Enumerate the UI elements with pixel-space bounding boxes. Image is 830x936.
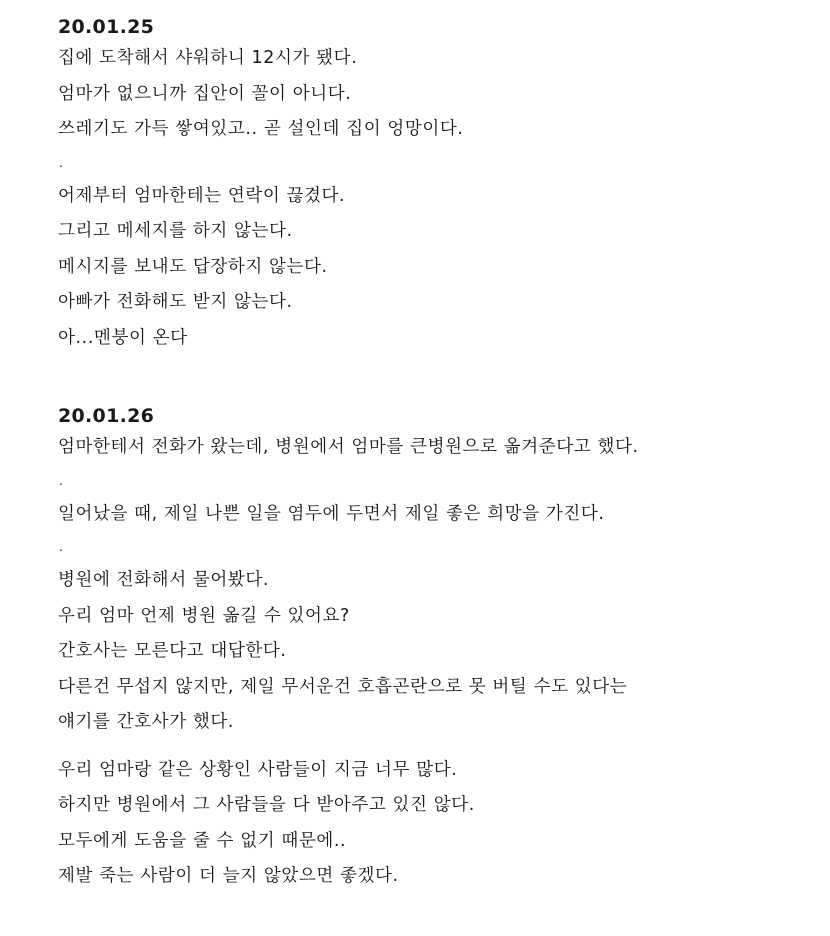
entry-line: 어제부터 엄마한테는 연락이 끊겼다. [58, 185, 346, 206]
entry-line: 간호사는 모른다고 대답한다. [58, 641, 287, 661]
entry-line: 집에 도착해서 샤워하니 12시가 됐다. [58, 48, 358, 68]
entry-line: 아...멘붕이 온다 [58, 327, 188, 348]
entry-line: 메시지를 보내도 답장하지 않는다. [58, 256, 328, 277]
entry-line: 모두에게 도움을 줄 수 없기 때문에.. [58, 830, 347, 851]
entry-separator-dot: . [59, 540, 63, 554]
entry-date: 20.01.26 [58, 405, 155, 427]
entry-separator-dot: . [59, 473, 63, 488]
entry-line: 다른건 무섭지 않지만, 제일 무서운건 호흡곤란으로 못 버틸 수도 있다는 [58, 676, 628, 697]
entry-separator-dot: . [59, 155, 63, 170]
entry-line: 병원에 전화해서 물어봤다. [58, 570, 270, 590]
diary-entry [58, 404, 810, 895]
entry-line: 쓰레기도 가득 쌓여있고.. 곧 설인데 집이 엉망이다. [58, 119, 464, 139]
entry-line: 아빠가 전화해도 받지 않는다. [58, 292, 293, 312]
entry-line: 엄마가 없으니까 집안이 꼴이 아니다. [58, 83, 352, 104]
entry-line: 하지만 병원에서 그 사람들을 다 받아주고 있진 않다. [58, 795, 475, 815]
entry-line: 일어났을 때, 제일 나쁜 일을 염두에 두면서 제일 좋은 희망을 가진다. [58, 503, 605, 524]
entry-date: 20.01.25 [58, 16, 155, 38]
entry-line: 우리 엄마 언제 병원 옮길 수 있어요? [58, 605, 350, 626]
entry-line: 제발 죽는 사람이 더 늘지 않았으면 좋겠다. [58, 866, 399, 886]
entry-line: 엄마한테서 전화가 왔는데, 병원에서 엄마를 큰병원으로 옮겨준다고 했다. [58, 437, 639, 457]
entry-line: 우리 엄마랑 같은 상황인 사람들이 지금 너무 많다. [58, 759, 458, 780]
entry-line: 그리고 메세지를 하지 않는다. [58, 221, 293, 241]
paragraph-gap [58, 741, 810, 753]
diary-entry [58, 15, 810, 356]
entry-line: 얘기를 간호사가 했다. [58, 712, 235, 732]
